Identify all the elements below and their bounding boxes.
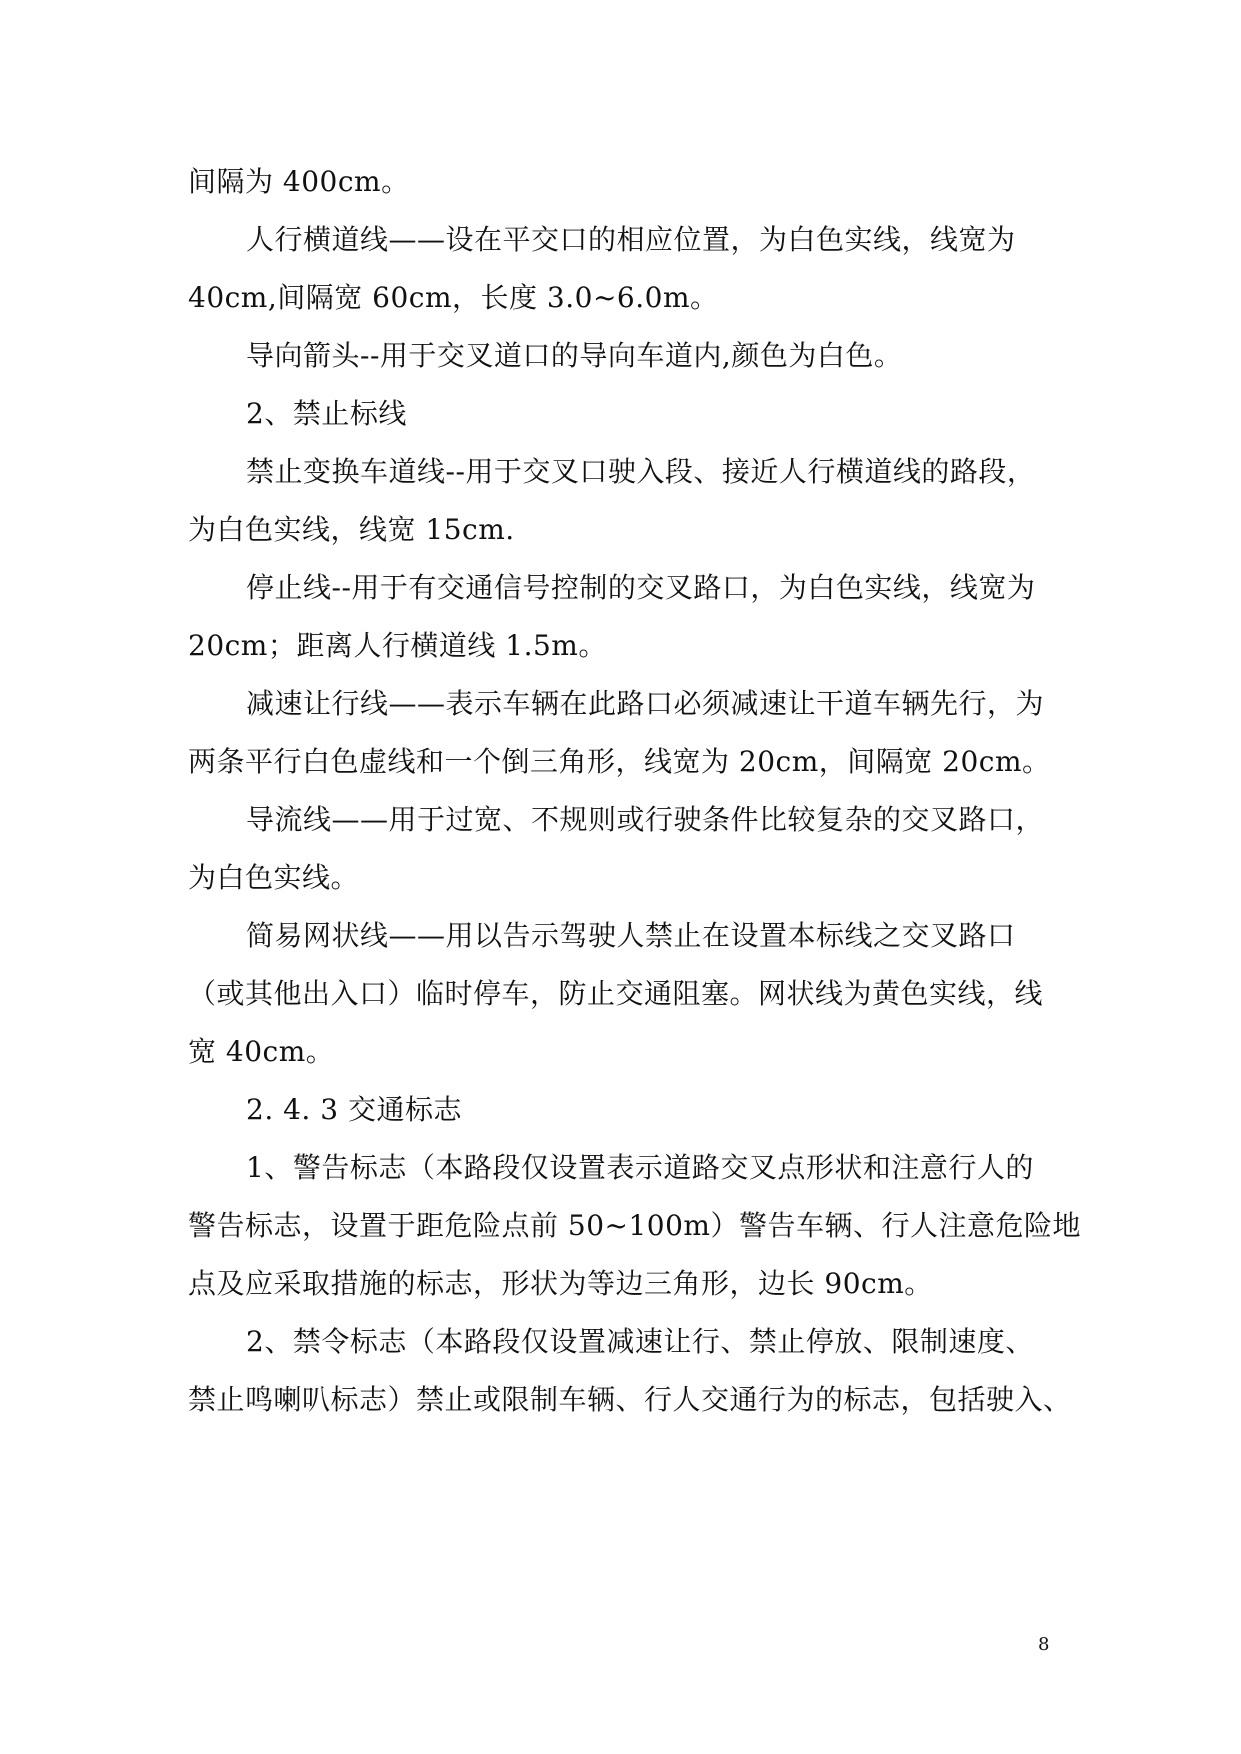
- text-line: 禁止变换车道线--用于交叉口驶入段、接近人行横道线的路段，: [246, 455, 1036, 488]
- text-line: 20cm；距离人行横道线 1.5m。: [188, 629, 607, 662]
- text-line: 1、警告标志（本路段仅设置表示道路交叉点形状和注意行人的: [246, 1151, 1034, 1184]
- text-line: （或其他出入口）临时停车，防止交通阻塞。网状线为黄色实线，线: [188, 977, 1044, 1010]
- text-line: 导向箭头--用于交叉道口的导向车道内,颜色为白色。: [246, 339, 903, 372]
- text-line: 宽 40cm。: [188, 1035, 335, 1068]
- text-line: 警告标志，设置于距危险点前 50~100m）警告车辆、行人注意危险地: [188, 1209, 1081, 1242]
- text-line: 禁止鸣喇叭标志）禁止或限制车辆、行人交通行为的标志，包括驶入、: [188, 1383, 1072, 1416]
- page-number: 8: [1038, 1634, 1050, 1655]
- text-line: 导流线——用于过宽、不规则或行驶条件比较复杂的交叉路口，: [246, 803, 1045, 836]
- text-line: 40cm,间隔宽 60cm，长度 3.0~6.0m。: [188, 281, 719, 314]
- text-line: 停止线--用于有交通信号控制的交叉路口，为白色实线，线宽为: [246, 571, 1036, 604]
- text-line: 2、禁令标志（本路段仅设置减速让行、禁止停放、限制速度、: [246, 1325, 1034, 1358]
- text-line: 为白色实线，线宽 15cm.: [188, 513, 515, 546]
- text-line: 为白色实线。: [188, 861, 360, 894]
- text-line: 减速让行线——表示车辆在此路口必须减速让干道车辆先行，为: [246, 687, 1045, 720]
- text-line: 两条平行白色虚线和一个倒三角形，线宽为 20cm，间隔宽 20cm。: [188, 745, 1051, 778]
- section-heading: 2. 4. 3 交通标志: [246, 1093, 462, 1126]
- section-heading: 2、禁止标线: [246, 397, 407, 430]
- text-line: 间隔为 400cm。: [188, 165, 410, 198]
- text-line: 人行横道线——设在平交口的相应位置，为白色实线，线宽为: [246, 223, 1016, 256]
- text-line: 简易网状线——用以告示驾驶人禁止在设置本标线之交叉路口: [246, 919, 1016, 952]
- text-line: 点及应采取措施的标志，形状为等边三角形，边长 90cm。: [188, 1267, 933, 1300]
